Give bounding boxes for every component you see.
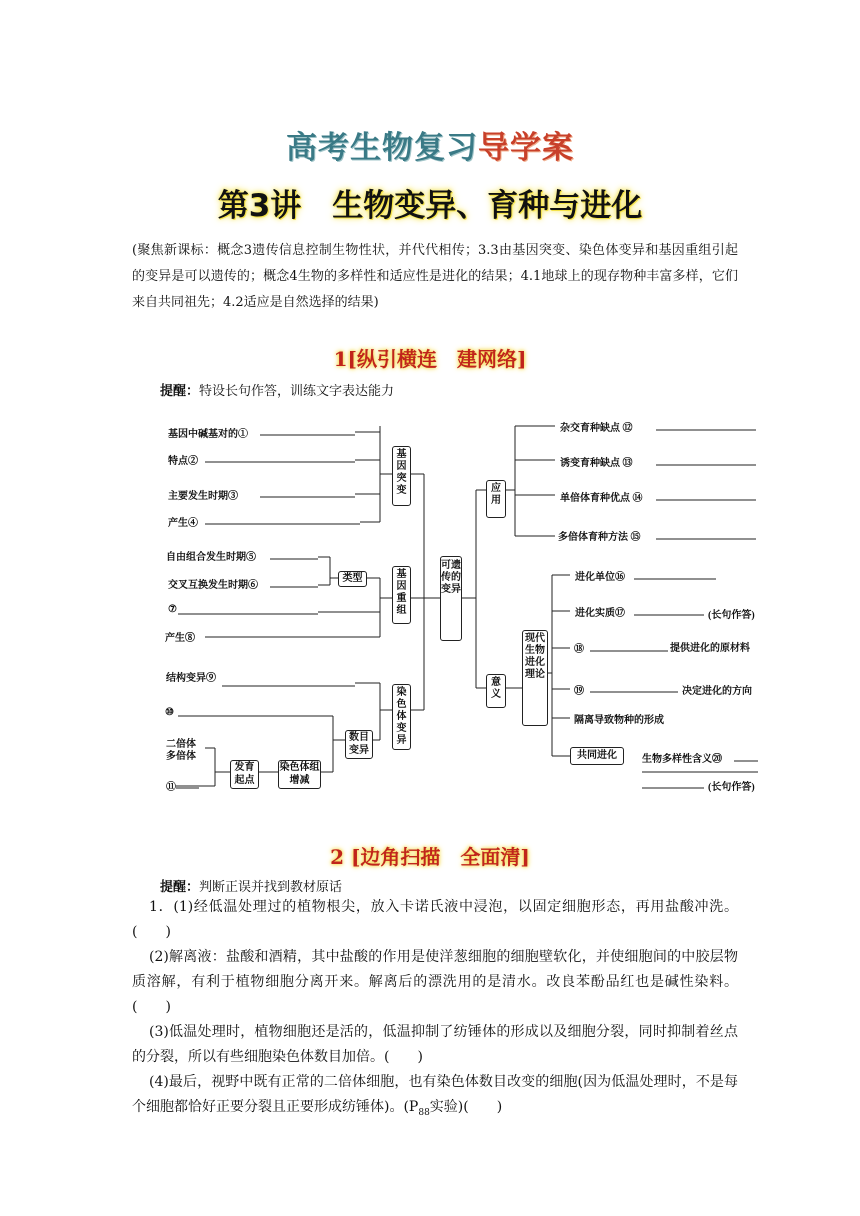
tip-text: 特设长句作答，训练文字表达能力	[199, 384, 395, 399]
question-3: (3)低温处理时，植物细胞还是活的，低温抑制了纺锤体的形成以及细胞分裂，同时抑制着丝点的分裂，所以有些细胞染色体数目加倍。( )	[132, 1024, 738, 1065]
question-4	[132, 1070, 738, 1126]
recomb-item-4: 产生⑧	[165, 633, 195, 644]
questions	[132, 895, 738, 1126]
app-item-4: 多倍体育种方法 ⑮	[558, 532, 641, 543]
direction-label: 决定进化的方向	[682, 686, 752, 697]
recombination-box: 基因重组	[392, 566, 411, 624]
long-answer-label: (长句作答)	[708, 610, 755, 621]
coevolution-box: 共同进化	[570, 747, 624, 765]
tip-label: 提醒：	[160, 384, 200, 399]
title-part1: 高考生物复习	[286, 130, 478, 166]
recomb-item-2: 交叉互换发生时期⑥	[168, 580, 258, 591]
mutation-item-4: 产生④	[168, 518, 198, 529]
ploidy-polyploid: 多倍体	[166, 751, 196, 762]
chromosome-set-box: 染色体组增减	[278, 760, 321, 789]
long-answer-label-2: (长句作答)	[708, 782, 755, 793]
app-item-3: 单倍体育种优点 ⑭	[560, 493, 643, 504]
recomb-item-1: 自由组合发生时期⑤	[166, 552, 256, 563]
question-2: (2)解离液：盐酸和酒精，其中盐酸的作用是使洋葱细胞的细胞壁软化，并使细胞间的中胶层物质溶解，有利于植物细胞分离开来。解离后的漂洗用的是清水。改良苯酚品红也是碱性染料。( )	[132, 949, 738, 1015]
raw-material-label: 提供进化的原材料	[670, 643, 750, 654]
lecture-title: 第3讲 生物变异、育种与进化	[217, 188, 643, 224]
section2-tip	[160, 876, 342, 895]
section2-heading: 2 [边角扫描 全面清]	[330, 845, 530, 869]
section1-heading: 1[纵引横连 建网络]	[333, 347, 527, 371]
question-4-tail: 实验)( )	[429, 1099, 503, 1115]
mutation-box: 基因突变	[392, 446, 411, 506]
application-box: 应用	[486, 480, 506, 518]
mutation-item-3: 主要发生时期③	[168, 491, 238, 502]
sig-item-3: ⑱	[574, 644, 584, 655]
ploidy-diploid: 二倍体	[166, 739, 196, 750]
chromosome-box: 染色体变异	[392, 684, 411, 750]
question-1: 1．(1)经低温处理过的植物根尖，放入卡诺氏液中浸泡，以固定细胞形态，再用盐酸冲洗。( )	[132, 899, 738, 940]
tip-label-2: 提醒：	[160, 880, 200, 895]
type-box: 类型	[338, 571, 367, 587]
tip-text-2: 判断正误并找到教材原话	[199, 880, 343, 895]
sig-item-5: 隔离导致物种的形成	[574, 715, 664, 726]
sig-item-4: ⑲	[574, 686, 584, 697]
significance-box: 意义	[486, 674, 506, 708]
chrom-item-2: ⑩	[165, 707, 174, 718]
theory-box: 现代生物进化理论	[522, 630, 548, 726]
sig-item-2: 进化实质⑰	[575, 608, 625, 619]
app-item-2: 诱变育种缺点 ⑬	[560, 458, 633, 469]
mutation-item-1: 基因中碱基对的①	[168, 429, 248, 440]
abstract: (聚焦新课标：概念3遗传信息控制生物性状，并代代相传；3.3由基因突变、染色体变异和基因重组引起的变异是可以遗传的；概念4生物的多样性和适应性是进化的结果；4.1地球上的现存物种丰富多样，它们来自共同祖先；4.2适应是自然选择的结果)	[132, 243, 738, 310]
chrom-item-11: ⑪	[166, 782, 176, 793]
app-item-1: 杂交育种缺点 ⑫	[560, 423, 633, 434]
chrom-item-1: 结构变异⑨	[166, 673, 216, 684]
center-box: 可遗传的变异	[440, 556, 462, 641]
recomb-item-3: ⑦	[168, 604, 177, 615]
title-part2: 导学案	[478, 130, 574, 166]
question-4-page: 88	[418, 1107, 430, 1118]
mutation-item-2: 特点②	[168, 456, 198, 467]
development-box: 发育起点	[230, 760, 259, 789]
sig-item-1: 进化单位⑯	[575, 572, 625, 583]
number-box: 数目变异	[345, 730, 373, 759]
diversity-label: 生物多样性含义⑳	[642, 754, 722, 765]
question-4-text: (4)最后，视野中既有正常的二倍体细胞，也有染色体数目改变的细胞(因为低温处理时，不是每个细胞都恰好正要分裂且正要形成纺锤体)。(P	[132, 1074, 738, 1115]
